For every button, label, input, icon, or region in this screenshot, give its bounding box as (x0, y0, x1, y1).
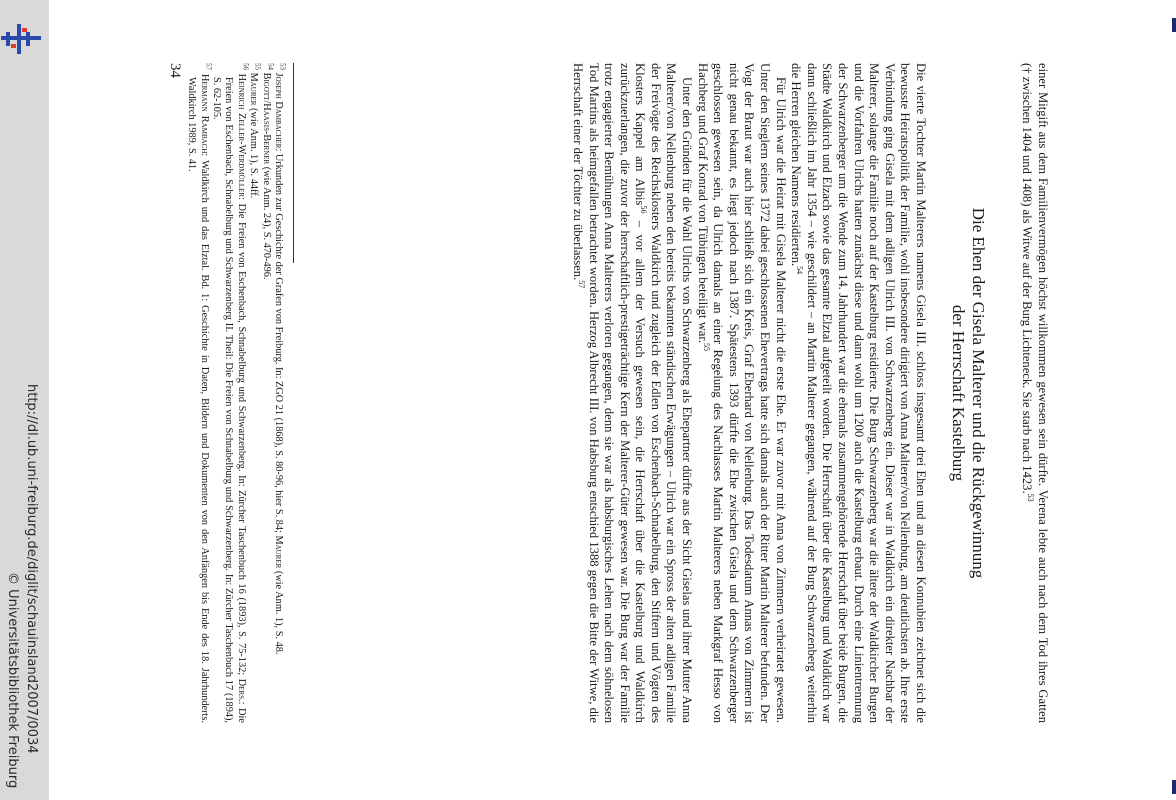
footnote-author: Joseph Dambacher (273, 72, 284, 149)
paragraph (569, 63, 694, 723)
footnote-number: 55 (253, 63, 262, 70)
scan-edge-mark (1172, 18, 1176, 32)
watermark-url: http://dl.ub.uni-freiburg.de/diglit/schauinsland2007/0034 (24, 384, 39, 754)
footnotes (185, 63, 287, 723)
footnote-author: Maurer (273, 535, 284, 569)
paragraph-text: Für Ulrich war die Heirat mit Gisela Malterer nicht die erste Ehe. Er war zuvor mit Anna von Zimmern verheiratet gewesen. Unter den Sieglern seines 1372 dabei geschlossenen Ehevertrags hatte sich damals auch der Ritter Martin Malterer befunden. Der Vogt der Braut war auch hier schließt sich ein Kreis, Graf Eberhard von Nellenburg. Das Todesdatum Annas von Zimmern ist nicht genau bekannt, es liegt jedoch nach 1387. Spätestens 1393 dürfte die Ehe zwischen Gisela und dem Schwarzenberger geschlossen gewesen sein, da Ulrich damals an einer Regelung des Nachlasses Martin Malterers neben Markgraf Hesso von Hachberg und Graf Konrad von Tübingen beteiligt war. (695, 63, 788, 723)
footnote-author: Hermann Rambach (198, 74, 210, 154)
footnote-author: Ders. (235, 678, 247, 702)
paragraph-text: Die vierte Tochter Martin Malterers namens Gisela III. schloss insgesamt drei Ehen und an diesen Konnubien zeichnet sich die bewusste Heiratspolitik der Familie, wohl insbesondere dirigiert von Anna Malterer/von Nellenburg, am deutlichsten ab. Ihre erste Verbindung ging Gisela mit dem adligen Ulrich III. von Schwarzenberg ein. Dieser war in Waldkirch ein direkter Nachbar der Malterer, solange die Familie noch auf der Kastelburg residierte. Die Burg Schwarzenberg war die ältere der Waldkircher Burgen und die Vorfahren Ulrichs hatten zunächst diese und dann wohl um 1200 auch die Kastelburg erbaut. Durch eine Linientrennung der Schwarzenberger um die Wende zum 14. Jahrhundert war die ehemals zusammengehörende Herrschaft über beide Burgen, die Städte Waldkirch und Elzach sowie das gesamte Elztal aufgeteilt worden. Die Herrschaft über die Kastelburg und Waldkirch war dann schließlich im Jahr 1354 – wie geschildert – an Martin Malterer gegangen, während auf der Burg Schwarzenberg weiterhin die Herren gleichen Namens residierten. (789, 63, 928, 723)
footnote-ref: 54 (795, 266, 805, 275)
footnote-text: : Waldkirch und das Elztal. Bd. 1: Geschichte in Daten, Bildern und Dokumenten von den Anfängen bis Ende des 18. Jahrhunderts. Waldkirch 1989, S. 41. (186, 77, 210, 723)
footnote-text: (wie Anm. 24), S. 470-496. (260, 164, 272, 280)
footnote-ref: 53 (1026, 493, 1036, 502)
footnote-text: (wie Anm. 1), S. 44ff. (248, 105, 260, 199)
paragraph (788, 63, 928, 723)
watermark-copyright: © Universitätsbibliothek Freiburg (5, 572, 20, 789)
footnote-author: Heinrich Zeller-Werdmüller (235, 73, 247, 198)
footnote-number: 57 (203, 63, 212, 70)
document-page (120, 38, 1050, 800)
heading-line: der Herrschaft Kastelburg (949, 304, 968, 482)
footnote (210, 63, 250, 723)
footnote-ref: 56 (639, 205, 649, 214)
scan-edge-mark (1172, 780, 1176, 794)
footnote-text: : Die Freien von Eschenbach, Schnabelburg und Schwarzenberg II. Theil: Die Freien von Schnabelburg und Schwarzenberg. In: Zürcher Taschenbuch 17 (1894), S. 62-105. (210, 77, 247, 723)
footnote-ref: 57 (577, 280, 587, 289)
paragraph-text: Unter den Gründen für die Wahl Ulrichs von Schwarzenberg als Ehepartner dürfte aus der Sicht Giselas und ihrer Mutter Anna Malterer/von Nellenburg neben den bereits bekannten ständischen Erwägungen – Ulrich war ein Spross der alten adligen Familie der Freivögte des Reichsklosters Waldkirch und zugleich der Edlen von Eschenbach-Schnabelburg, den Stiftern und Vögten des Klosters Kappel am Albis (633, 63, 695, 723)
footnote-number: 54 (266, 63, 275, 70)
library-logo-icon (1, 24, 41, 54)
footnote-text: : Die Freien von Eschenbach, Schnabelburg und Schwarzenberg. In: Zürcher Taschenbuch 16 (1893), S. 75-132; (235, 197, 247, 679)
footnote-divider (293, 63, 294, 263)
paragraph-text: – vor allem der Versuch gewesen sein, die Herrschaft über die Kastelburg und Waldkirch zurückzuerlangen, die zuvor der herrschaftlich-prestigeträchtige Kern der Malterer-Güter gewesen war. Die Burg war der Familie trotz engagierter Bemühungen Anna Malterers verloren gegangen, denn sie war als habsburgisches Lehen nach dem söhnelosen Tod Martins als heimgefallen betrachtet worden. Herzog Albrecht III. von Habsburg entschied 1388 gegen die Bitte der Witwe, die Herrschaft einer der Töchter zu überlassen. (570, 63, 648, 723)
section-heading (948, 63, 988, 723)
watermark-sidebar (0, 0, 49, 800)
footnote-author: Bigott/Haasis-Berner (260, 72, 272, 165)
footnote (247, 63, 262, 723)
footnote-text: : Urkunden zur Geschichte der Grafen von Freiburg. In: ZGO 21 (1868), S. 80-96, hier S. 84; (273, 148, 284, 536)
paragraph-text: einer Mitgift aus dem Familienvermögen höchst willkommen gewesen sein dürfte. Verena lebte auch nach dem Tod ihres Gatten († zwischen 1404 und 1408) als Witwe auf der Burg Lichteneck. Sie starb nach 1423. (1020, 63, 1050, 723)
paragraph (694, 63, 788, 723)
page-number: 34 (167, 63, 183, 78)
heading-line: Die Ehen der Gisela Malterer und die Rückgewinnung (969, 207, 988, 579)
footnote-ref: 55 (701, 343, 711, 352)
footnote-text: (wie Anm. 1), S. 48. (273, 568, 284, 655)
body-text (569, 63, 928, 723)
footnote (272, 63, 287, 723)
footnote (185, 63, 210, 723)
paragraph-continued (1019, 63, 1050, 723)
footnote-author: Maurer (248, 72, 260, 106)
footnote-number: 56 (241, 63, 250, 70)
footnote (259, 63, 275, 723)
footnote-number: 53 (278, 63, 287, 70)
